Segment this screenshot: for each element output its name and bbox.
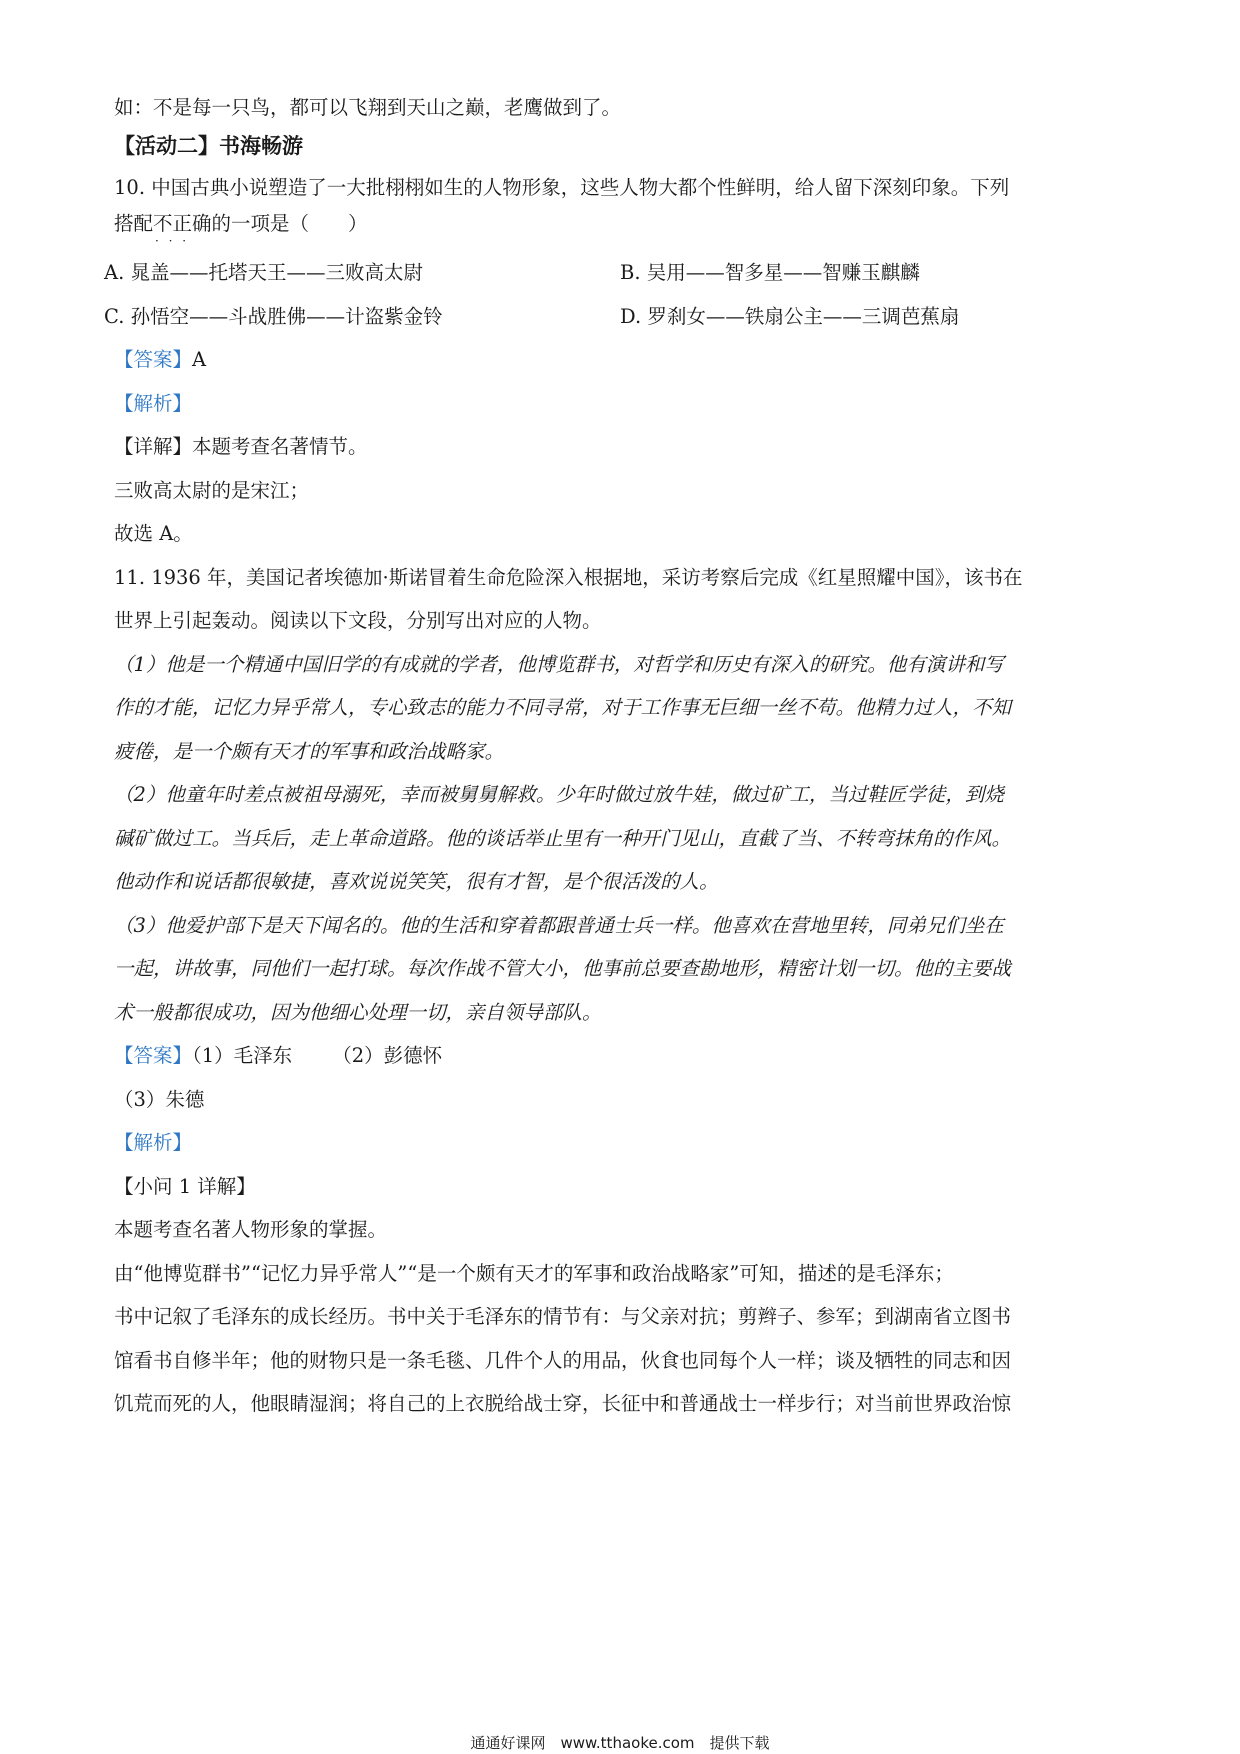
answer-10 <box>114 348 1134 372</box>
passage-2-line-1: （2）他童年时差点被祖母溺死，幸而被舅舅解救。少年时做过放牛娃，做过矿工，当过鞋匠学徒，到烧 <box>114 783 1004 806</box>
example-sentence: 如：不是每一只鸟，都可以飞翔到天山之巅，老鹰做到了。 <box>114 96 622 119</box>
question-10-text: 的一项是（ ） <box>211 212 368 235</box>
passage-1-line-2: 作的才能，记忆力异乎常人，专心致志的能力不同寻常，对于工作事无巨细一丝不苟。他精力过人，不知 <box>114 696 1012 719</box>
explanation-line-1: 本题考查名著人物形象的掌握。 <box>114 1218 388 1241</box>
answer-value-3: （3）朱德 <box>114 1088 205 1111</box>
answer-tag: 【答案】 <box>114 348 193 371</box>
question-11-line-2: 世界上引起轰动。阅读以下文段，分别写出对应的人物。 <box>114 609 602 632</box>
section-heading: 【活动二】书海畅游 <box>114 133 303 158</box>
question-10-line-2 <box>114 212 1134 236</box>
question-10-text: 搭配 <box>114 212 154 235</box>
explanation-line-4: 馆看书自修半年；他的财物只是一条毛毯、几件个人的用品，伙食也同每个人一样；谈及牺牲的同志和因 <box>114 1349 1012 1372</box>
explanation-line-2: 由“他博览群书”“记忆力异乎常人”“是一个颇有天才的军事和政治战略家”可知，描述的是毛泽东； <box>114 1262 954 1285</box>
answer-value-1: （1）毛泽东 <box>192 1044 293 1067</box>
passage-3-line-3: 术一般都很成功，因为他细心处理一切，亲自领导部队。 <box>114 1001 602 1024</box>
detail-10-line-2: 三败高太尉的是宋江； <box>114 479 310 502</box>
option-d: D. 罗刹女——铁扇公主——三调芭蕉扇 <box>620 305 960 328</box>
passage-2-line-2: 碱矿做过工。当兵后，走上革命道路。他的谈话举止里有一种开门见山，直截了当、不转弯抹角的作风。 <box>114 827 1012 850</box>
question-11-line-1: 11. 1936 年，美国记者埃德加·斯诺冒着生命危险深入根据地，采访考察后完成《红星照耀中国》，该书在 <box>114 566 1023 589</box>
answer-11 <box>114 1044 1134 1068</box>
analysis-tag-11: 【解析】 <box>114 1131 193 1154</box>
answer-value: A <box>192 348 207 371</box>
answer-tag: 【答案】 <box>114 1044 193 1067</box>
detail-10: 【详解】本题考查名著情节。 <box>114 435 368 458</box>
option-a: A. 晁盖——托塔天王——三败高太尉 <box>104 261 423 284</box>
question-10-line-1: 10. 中国古典小说塑造了一大批栩栩如生的人物形象，这些人物大都个性鲜明，给人留下深刻印象。下列 <box>114 176 1010 199</box>
page-footer: 通通好课网 www.tthaoke.com 提供下载 <box>470 1734 770 1752</box>
detail-10-line-3: 故选 A。 <box>114 522 193 545</box>
passage-3-line-2: 一起，讲故事，同他们一起打球。每次作战不管大小，他事前总要查勘地形，精密计划一切。他的主要战 <box>114 957 1012 980</box>
passage-2-line-3: 他动作和说话都很敏捷，喜欢说说笑笑，很有才智，是个很活泼的人。 <box>114 870 719 893</box>
option-c: C. 孙悟空——斗战胜佛——计盗紫金铃 <box>104 305 443 328</box>
passage-3-line-1: （3）他爱护部下是天下闻名的。他的生活和穿着都跟普通士兵一样。他喜欢在营地里转，同弟兄们坐在 <box>114 914 1004 937</box>
subquestion-1-heading: 【小问 1 详解】 <box>114 1175 256 1198</box>
passage-1-line-3: 疲倦，是一个颇有天才的军事和政治战略家。 <box>114 740 505 763</box>
answer-value-2: （2）彭德怀 <box>332 1044 443 1067</box>
explanation-line-3: 书中记叙了毛泽东的成长经历。书中关于毛泽东的情节有：与父亲对抗；剪辫子、参军；到湖南省立图书 <box>114 1305 1012 1328</box>
emphasis-text: 不正确 · · · <box>153 212 212 235</box>
explanation-line-5: 饥荒而死的人，他眼睛湿润；将自己的上衣脱给战士穿，长征中和普通战士一样步行；对当前世界政治惊 <box>114 1392 1012 1415</box>
passage-1-line-1: （1）他是一个精通中国旧学的有成就的学者，他博览群书，对哲学和历史有深入的研究。他有演讲和写 <box>114 653 1004 676</box>
option-b: B. 吴用——智多星——智赚玉麒麟 <box>620 261 920 284</box>
analysis-tag-10: 【解析】 <box>114 392 193 415</box>
